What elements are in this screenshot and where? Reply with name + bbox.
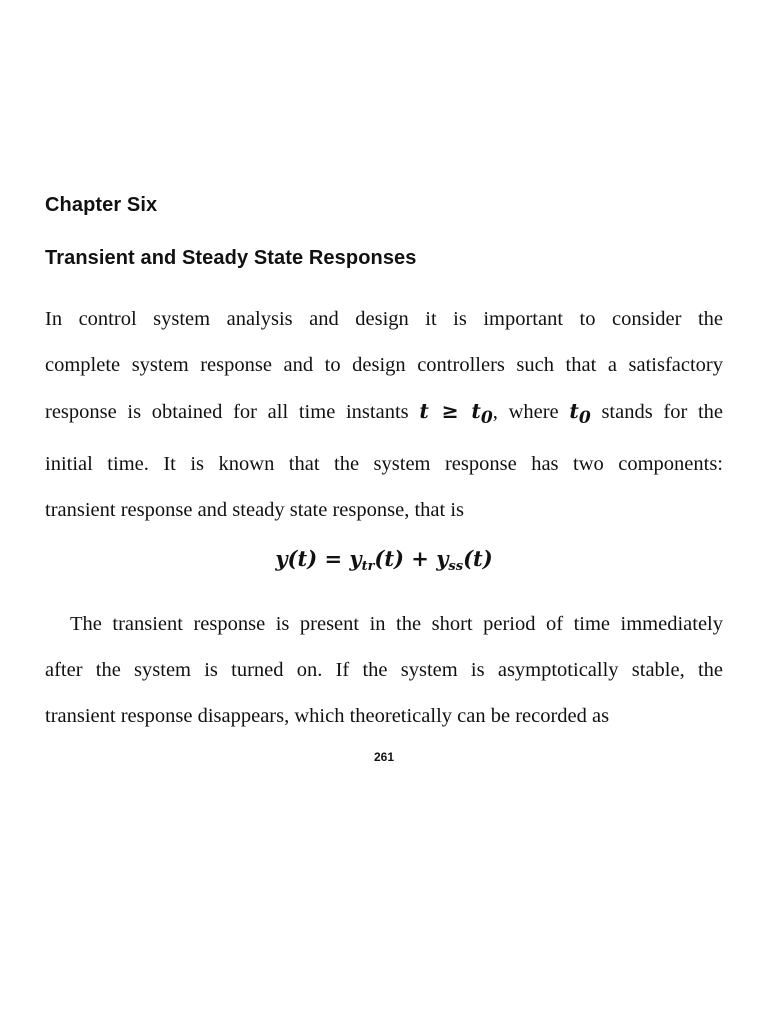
page-number: 261	[373, 750, 395, 764]
paragraph-line-with-math	[45, 388, 723, 441]
inline-math-time-condition: $t \ge t_0$	[419, 399, 493, 429]
paragraph-line: complete system response and to design controllers such that a satisfactory	[45, 354, 723, 376]
display-equation: $y(t) = y_{tr}(t) + y_{ss}(t)$	[275, 546, 493, 574]
document-page	[45, 0, 723, 1024]
paragraph-line: after the system is turned on. If the system is asymptotically stable, the	[45, 659, 723, 681]
paragraph-line: transient response disappears, which theoretically can be recorded as	[45, 705, 610, 727]
section-title: Transient and Steady State Responses	[45, 247, 417, 269]
inline-math-initial-time: $t_0$	[569, 399, 591, 429]
paragraph-line: In control system analysis and design it is important to consider the	[45, 308, 723, 330]
text-fragment: response is obtained for all time instants	[45, 401, 409, 423]
paragraph-transient	[45, 601, 723, 739]
paragraph-line: The transient response is present in the short period of time immediately	[70, 613, 723, 635]
text-fragment: , where	[492, 401, 559, 423]
text-fragment: stands for the	[601, 401, 724, 423]
paragraph-intro	[45, 296, 723, 533]
paragraph-line: transient response and steady state response, that is	[45, 499, 464, 522]
paragraph-line: initial time. It is known that the system response has two components:	[45, 453, 723, 476]
chapter-label: Chapter Six	[45, 194, 158, 216]
